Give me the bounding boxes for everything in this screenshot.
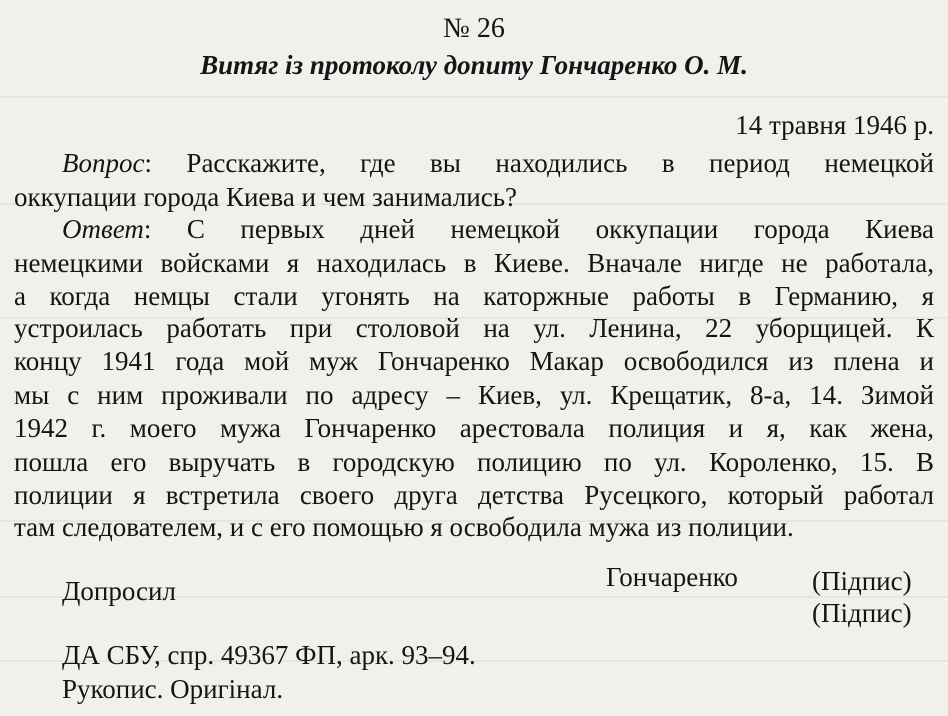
answer-line-6: мы с ним проживали по адресу – Киев, ул. Крещатик, 8-а, 14. Зимой xyxy=(14,380,934,410)
question-text-1: : Расскажите, где вы находились в период немецкой xyxy=(144,148,934,178)
signature-mark-1: (Підпис) xyxy=(812,566,912,596)
document-date: 14 травня 1946 р. xyxy=(735,110,934,140)
answer-line-3: а когда немцы стали угонять на каторжные работы в Германию, я xyxy=(14,281,934,311)
signature-name: Гончаренко xyxy=(606,562,738,592)
answer-line-2: немецкими войсками я находилась в Киеве. Вначале нигде не работала, xyxy=(14,248,934,278)
answer-line-10: там следователем, и с его помощью я освободила мужа из полиции. xyxy=(14,512,794,542)
document-title: Витяг із протоколу допиту Гончаренко О. М. xyxy=(200,50,748,80)
source-note: Рукопис. Оригінал. xyxy=(62,674,284,704)
answer-line-8: пошла его выручать в городскую полицию по ул. Короленко, 15. В xyxy=(14,447,934,477)
interrogator-label: Допросил xyxy=(62,576,176,606)
question-label: Вопрос xyxy=(62,148,145,178)
question-line-1 xyxy=(14,148,934,178)
answer-line-1 xyxy=(14,214,934,244)
signature-mark-2: (Підпис) xyxy=(812,598,912,628)
answer-text-1: : С первых дней немецкой оккупации города Киева xyxy=(143,214,934,244)
question-line-2: оккупации города Киева и чем занимались? xyxy=(14,182,518,212)
answer-line-7: 1942 г. моего мужа Гончаренко арестовала полиция и я, как жена, xyxy=(14,413,934,443)
answer-line-4: устроилась работать при столовой на ул. Ленина, 22 уборщицей. К xyxy=(14,313,934,343)
answer-line-5: концу 1941 года мой муж Гончаренко Макар освободился из плена и xyxy=(14,346,934,376)
answer-line-9: полиции я встретила своего друга детства Русецкого, который работал xyxy=(14,480,934,510)
answer-label: Ответ xyxy=(62,214,144,244)
archive-reference: ДА СБУ, спр. 49367 ФП, арк. 93–94. xyxy=(62,640,476,670)
document-number: № 26 xyxy=(443,13,505,44)
